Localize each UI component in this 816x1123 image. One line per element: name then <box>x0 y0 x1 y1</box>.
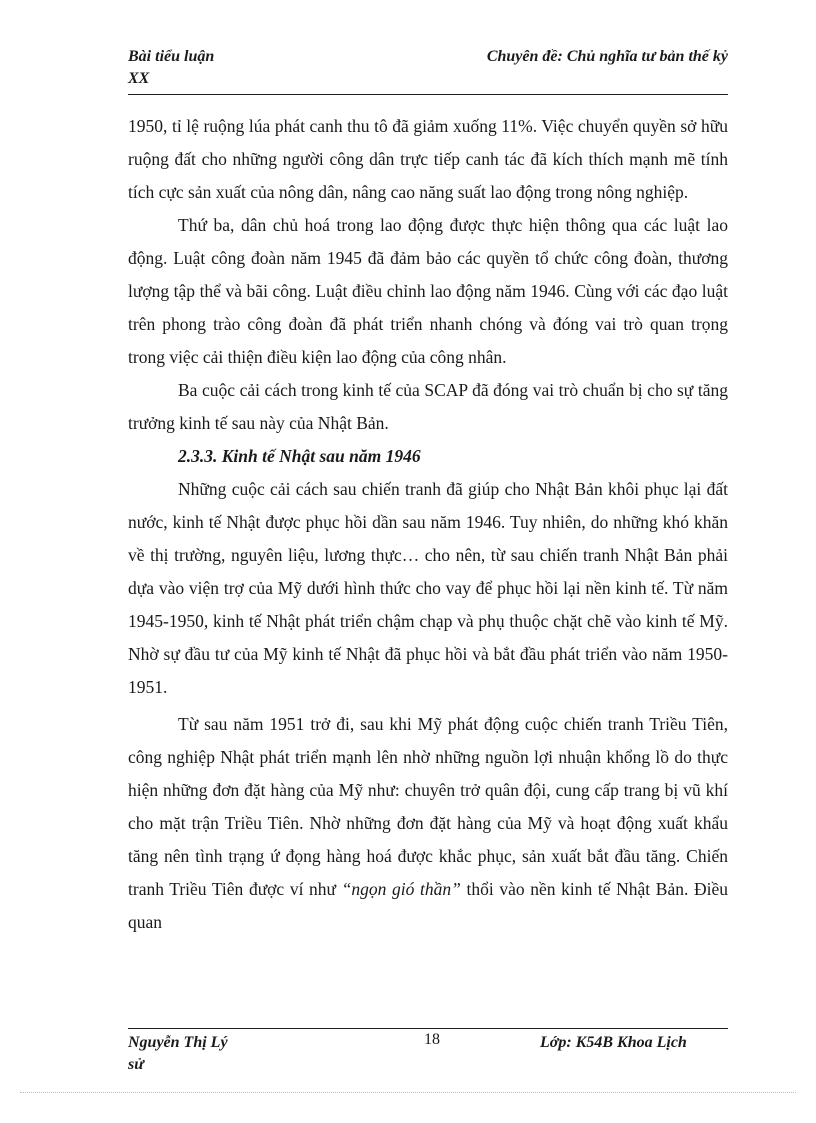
header-left <box>128 46 214 90</box>
header-divider <box>128 94 728 95</box>
header-title-continuation: XX <box>128 70 150 87</box>
page-bottom-edge <box>20 1092 796 1093</box>
section-heading: 2.3.3. Kinh tế Nhật sau năm 1946 <box>178 446 421 466</box>
page-body <box>128 110 728 939</box>
paragraph-4: Những cuộc cải cách sau chiến tranh đã giúp cho Nhật Bản khôi phục lại đất nước, kinh tế Nhật được phục hồi dần sau năm 1946. Tuy nhiên, do những khó khăn về thị trường, nguyên liệu, lương thực… cho nên, từ sau chiến tranh Nhật Bản phải dựa vào viện trợ của Mỹ dưới hình thức cho vay để phục hồi lại nền kinh tế. Từ năm 1945-1950, kinh tế Nhật phát triển chậm chạp và phụ thuộc chặt chẽ vào kinh tế Mỹ. Nhờ sự đầu tư của Mỹ kinh tế Nhật đã phục hồi và bắt đầu phát triển vào năm 1950-1951. <box>128 479 728 697</box>
header-topic: Chuyên đề: Chủ nghĩa tư bản thế kỷ <box>486 48 728 65</box>
paragraph-5-start: Từ sau năm 1951 trở đi, sau khi Mỹ phát động cuộc chiến tranh Triều Tiên, công nghiệp Nhật phát triển mạnh lên nhờ những nguồn lợi nhuận khổng lồ do thực hiện những đơn đặt hàng của Mỹ như: chuyên trở quân đội, cung cấp trang bị vũ khí cho mặt trận Triều Tiên. Nhờ những đơn đặt hàng của Mỹ và hoạt động xuất khẩu tăng nên tình trạng ứ đọng hàng hoá được khắc phục, sản xuất bắt đầu tăng. Chiến tranh Triều Tiên được ví như <box>128 714 728 899</box>
paragraph-5 <box>128 708 728 939</box>
quote-phrase: “ngọn gió thần” <box>341 879 461 899</box>
footer-continuation: sử <box>128 1056 144 1073</box>
header-title: Bài tiểu luận <box>128 48 215 65</box>
paragraph-2: Thứ ba, dân chủ hoá trong lao động được thực hiện thông qua các luật lao động. Luật công đoàn năm 1945 đã đảm bảo các quyền tổ chức công đoàn, thương lượng tập thể và bãi công. Luật điều chỉnh lao động năm 1946. Cùng với các đạo luật trên phong trào công đoàn đã phát triển nhanh chóng và đóng vai trò quan trọng trong việc cải thiện điều kiện lao động của công nhân. <box>128 215 728 367</box>
footer-class: Lớp: K54B Khoa Lịch <box>540 1034 687 1051</box>
paragraph-1: 1950, tỉ lệ ruộng lúa phát canh thu tô đã giảm xuống 11%. Việc chuyển quyền sở hữu ruộng đất cho những người công dân trực tiếp canh tác đã kích thích mạnh mẽ tính tích cực sản xuất của nông dân, nâng cao năng suất lao động trong nông nghiệp. <box>128 116 728 202</box>
page-number: 18 <box>424 1031 440 1048</box>
paragraph-5-end: thổi vào nền kinh tế Nhật Bản. Điều quan <box>128 879 728 932</box>
page-header <box>128 46 728 94</box>
paragraph-3: Ba cuộc cải cách trong kinh tế của SCAP đã đóng vai trò chuẩn bị cho sự tăng trưởng kinh tế sau này của Nhật Bản. <box>128 380 728 433</box>
footer-author: Nguyễn Thị Lý <box>128 1034 228 1051</box>
